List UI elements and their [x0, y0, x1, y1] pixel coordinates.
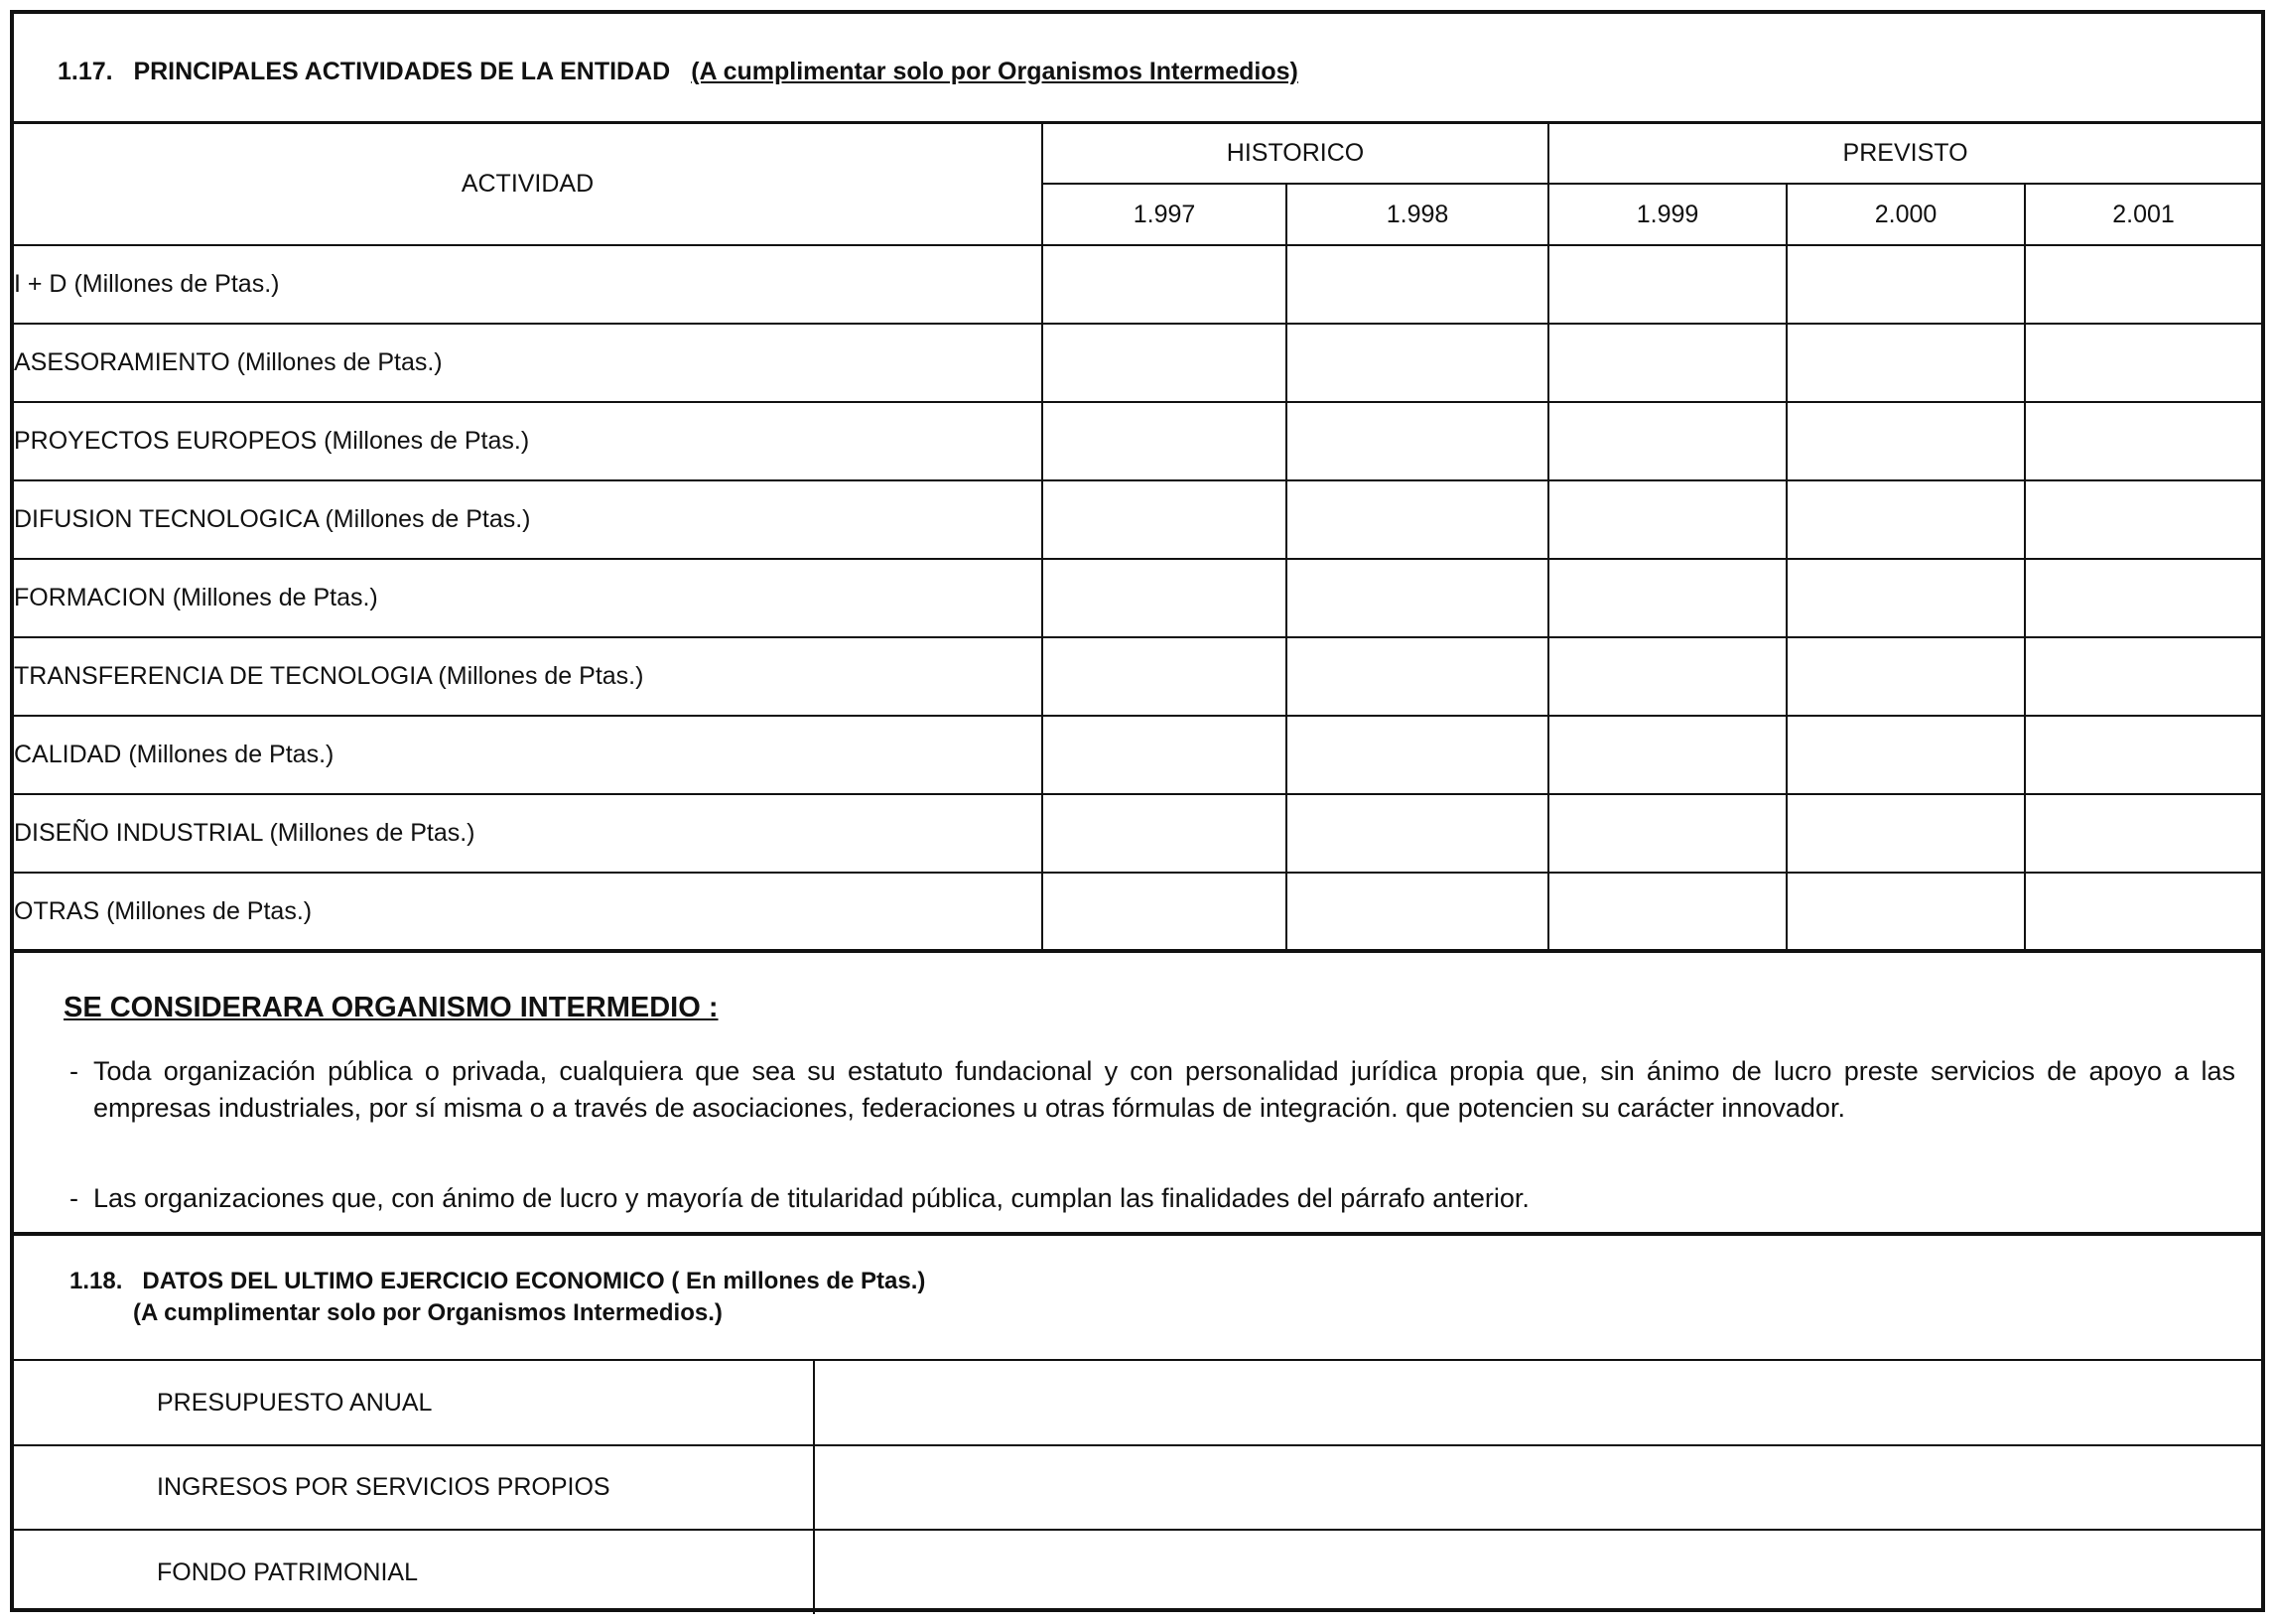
activity-name: PROYECTOS EUROPEOS: [14, 427, 318, 455]
value-cell[interactable]: [1286, 480, 1548, 559]
activity-label: [14, 559, 1042, 637]
activity-unit: (Millones de Ptas.): [324, 427, 530, 455]
column-year-1999: 1.999: [1548, 184, 1787, 245]
economic-data-table: [14, 1361, 2261, 1614]
activity-unit: (Millones de Ptas.): [236, 348, 443, 376]
value-cell[interactable]: [1286, 637, 1548, 716]
row-label: PRESUPUESTO ANUAL: [14, 1361, 814, 1445]
value-cell[interactable]: [814, 1530, 2261, 1614]
section-117-heading: PRINCIPALES ACTIVIDADES DE LA ENTIDAD: [133, 58, 671, 85]
value-cell[interactable]: [2025, 324, 2261, 402]
value-cell[interactable]: [1548, 716, 1787, 794]
table-row: [14, 324, 2261, 402]
row-label: FONDO PATRIMONIAL: [14, 1530, 814, 1614]
activity-name: DIFUSION TECNOLOGICA: [14, 505, 319, 533]
value-cell[interactable]: [2025, 245, 2261, 324]
form-page: [10, 10, 2265, 1612]
definition-item: [69, 1180, 2235, 1217]
value-cell[interactable]: [814, 1361, 2261, 1445]
section-118-note: (A cumplimentar solo por Organismos Intermedios.): [133, 1299, 723, 1326]
value-cell[interactable]: [1787, 559, 2025, 637]
value-cell[interactable]: [1042, 324, 1286, 402]
value-cell[interactable]: [1042, 637, 1286, 716]
section-118-title: [14, 1236, 2261, 1361]
row-label: INGRESOS POR SERVICIOS PROPIOS: [14, 1445, 814, 1530]
column-group-previsto: PREVISTO: [1548, 124, 2261, 184]
organismo-intermedio-definition: [14, 958, 2261, 1236]
value-cell[interactable]: [1042, 480, 1286, 559]
value-cell[interactable]: [1787, 873, 2025, 951]
table-row: [14, 1530, 2261, 1614]
activity-label: [14, 480, 1042, 559]
activity-label: [14, 873, 1042, 951]
value-cell[interactable]: [1787, 480, 2025, 559]
value-cell[interactable]: [1787, 716, 2025, 794]
value-cell[interactable]: [1042, 794, 1286, 873]
value-cell[interactable]: [1286, 324, 1548, 402]
activity-unit: (Millones de Ptas.): [325, 505, 531, 533]
activity-label: [14, 245, 1042, 324]
table-row: [14, 1445, 2261, 1530]
activity-rows: [14, 245, 2261, 951]
activity-name: DISEÑO INDUSTRIAL: [14, 819, 263, 847]
value-cell[interactable]: [1787, 402, 2025, 480]
table-row: [14, 245, 2261, 324]
value-cell[interactable]: [1286, 873, 1548, 951]
section-117-title: [14, 14, 2261, 124]
bullet-dash: -: [69, 1183, 78, 1213]
definition-item: [69, 1053, 2235, 1127]
activity-unit: (Millones de Ptas.): [73, 270, 280, 298]
table-row: [14, 1361, 2261, 1445]
value-cell[interactable]: [1042, 402, 1286, 480]
value-cell[interactable]: [1787, 637, 2025, 716]
table-row: [14, 716, 2261, 794]
value-cell[interactable]: [1042, 716, 1286, 794]
value-cell[interactable]: [2025, 716, 2261, 794]
table-row: [14, 873, 2261, 951]
activity-label: [14, 324, 1042, 402]
activity-name: OTRAS: [14, 896, 100, 925]
value-cell[interactable]: [2025, 402, 2261, 480]
value-cell[interactable]: [814, 1445, 2261, 1530]
value-cell[interactable]: [1286, 794, 1548, 873]
value-cell[interactable]: [1787, 324, 2025, 402]
section-118-heading: DATOS DEL ULTIMO EJERCICIO ECONOMICO ( En millones de Ptas.): [142, 1268, 926, 1294]
value-cell[interactable]: [1548, 794, 1787, 873]
table-row: [14, 794, 2261, 873]
table-row: [14, 559, 2261, 637]
value-cell[interactable]: [1548, 559, 1787, 637]
activity-label: [14, 794, 1042, 873]
section-117-note: (A cumplimentar solo por Organismos Intermedios): [691, 58, 1298, 85]
column-year-1997: 1.997: [1042, 184, 1286, 245]
value-cell[interactable]: [1286, 716, 1548, 794]
value-cell[interactable]: [1042, 873, 1286, 951]
activity-unit: (Millones de Ptas.): [438, 662, 644, 690]
activity-label: [14, 637, 1042, 716]
activity-unit: (Millones de Ptas.): [128, 741, 335, 768]
activity-label: [14, 402, 1042, 480]
column-year-1998: 1.998: [1286, 184, 1548, 245]
value-cell[interactable]: [2025, 637, 2261, 716]
activity-label: [14, 716, 1042, 794]
value-cell[interactable]: [1286, 402, 1548, 480]
activity-table: [14, 124, 2261, 953]
value-cell[interactable]: [2025, 559, 2261, 637]
activity-name: I + D: [14, 270, 67, 298]
activity-name: FORMACION: [14, 584, 166, 611]
activity-name: ASESORAMIENTO: [14, 348, 230, 376]
value-cell[interactable]: [1548, 873, 1787, 951]
value-cell[interactable]: [1548, 245, 1787, 324]
definition-heading: SE CONSIDERARA ORGANISMO INTERMEDIO :: [64, 992, 719, 1023]
value-cell[interactable]: [1787, 245, 2025, 324]
value-cell[interactable]: [1548, 637, 1787, 716]
table-row: [14, 402, 2261, 480]
activity-unit: (Millones de Ptas.): [106, 896, 313, 925]
section-118-number: 1.18.: [69, 1268, 123, 1294]
bullet-dash: -: [69, 1056, 78, 1086]
value-cell[interactable]: [1548, 324, 1787, 402]
value-cell[interactable]: [1548, 402, 1787, 480]
column-header-actividad: ACTIVIDAD: [14, 124, 1042, 245]
activity-unit: (Millones de Ptas.): [172, 584, 378, 611]
section-117-number: 1.17.: [58, 58, 113, 85]
activity-name: TRANSFERENCIA DE TECNOLOGIA: [14, 662, 432, 690]
column-group-historico: HISTORICO: [1042, 124, 1548, 184]
activity-name: CALIDAD: [14, 741, 122, 768]
value-cell[interactable]: [2025, 873, 2261, 951]
table-row: [14, 637, 2261, 716]
value-cell[interactable]: [1787, 794, 2025, 873]
value-cell[interactable]: [1286, 245, 1548, 324]
value-cell[interactable]: [2025, 794, 2261, 873]
value-cell[interactable]: [1042, 245, 1286, 324]
column-year-2000: 2.000: [1787, 184, 2025, 245]
definition-item-text: Las organizaciones que, con ánimo de lucro y mayoría de titularidad pública, cumplan las finalidades del párrafo anterior.: [93, 1183, 1530, 1213]
column-year-2001: 2.001: [2025, 184, 2261, 245]
value-cell[interactable]: [1548, 480, 1787, 559]
value-cell[interactable]: [1042, 559, 1286, 637]
activity-unit: (Millones de Ptas.): [269, 819, 475, 847]
value-cell[interactable]: [1286, 559, 1548, 637]
value-cell[interactable]: [2025, 480, 2261, 559]
definition-item-text: Toda organización pública o privada, cualquiera que sea su estatuto fundacional y con personalidad jurídica propia que, sin ánimo de lucro preste servicios de apoyo a las empresas industriales, por sí misma o a través de asociaciones, federaciones u otras fórmulas de integración. que potencien su carácter innovador.: [93, 1056, 2235, 1123]
table-row: [14, 480, 2261, 559]
